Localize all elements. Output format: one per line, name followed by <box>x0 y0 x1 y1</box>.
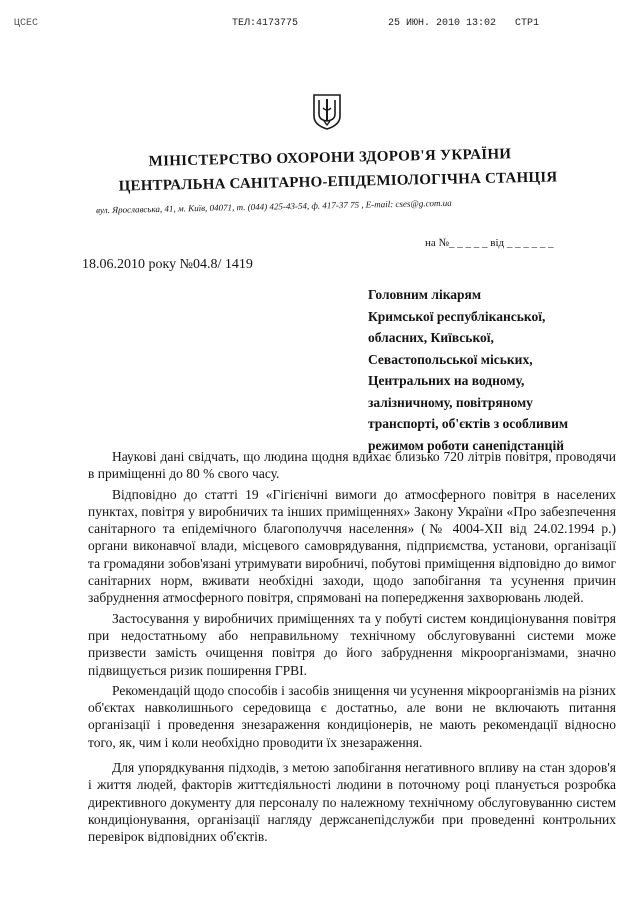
recipient-line: режимом роботи санепідстанцій <box>368 437 564 453</box>
recipient-line: Севастопольської міських, <box>368 351 533 367</box>
body-paragraph: Наукові дані свідчать, що людина щодня вдихає близько 720 літрів повітря, проводячи в приміщенні до 80 % свого часу. <box>88 449 616 482</box>
recipient-block <box>368 284 618 456</box>
fax-datetime: 25 ИЮН. 2010 13:02 <box>388 18 497 29</box>
letterhead-address: вул. Ярославська, 41, м. Київ, 04071, т. (044) 425-43-54, ф. 417-37 75 , E-mail: cses@g.com.ua <box>95 197 452 216</box>
body-paragraph: Відповідно до статті 19 «Гігієнічні вимоги до атмосферного повітря в населених пунктах, повітря у виробничих та інших приміщеннях» Закону України «Про забезпечення санітарного та епідемічного благополуччя населення» (№ 4004-XII від 24.02.1994 р.) органи виконавчої влади, місцевого самоврядування, підприємства, установи, організації та громадяни зобов'язані утримувати виробничі, побутові приміщення відповідно до вимог санітарних норм, вживати необхідні заходи, щодо запобігання та усунення причин забруднення атмосферного повітря, спрямовані на попередження захворювань людей. <box>88 486 616 606</box>
fax-header <box>0 18 640 34</box>
incoming-reference: на №_ _ _ _ _ від _ _ _ _ _ _ <box>425 237 554 249</box>
recipient-line: Кримської республіканської, <box>368 308 546 324</box>
recipient-line: залізничному, повітряному <box>368 394 533 410</box>
station-title: ЦЕНТРАЛЬНА САНІТАРНО-ЕПІДЕМІОЛОГІЧНА СТАНЦІЯ <box>118 169 558 195</box>
outgoing-reference: 18.06.2010 року №04.8/ 1419 <box>82 257 253 272</box>
letter-body <box>88 448 616 849</box>
fax-sender: ЦСЕС <box>14 18 39 29</box>
ministry-title: МІНІСТЕРСТВО ОХОРОНИ ЗДОРОВ'Я УКРАЇНИ <box>148 146 512 170</box>
recipient-line: обласних, Київської, <box>368 330 494 345</box>
recipient-line: Центральних на водному, <box>368 373 525 388</box>
fax-page-number: СТР1 <box>515 18 540 29</box>
body-paragraph: Застосування у виробничих приміщеннях та у побуті систем кондиціонування повітря при недостатньому або неправильному технічному обслуговуванні системи може призвести замість очищення повітря до його забруднення мікроорганізмами, значно підвищується ризик поширення ГРВІ. <box>88 610 616 678</box>
fax-phone: ТЕЛ:4173775 <box>232 18 299 29</box>
body-paragraph: Рекомендацій щодо способів і засобів знищення чи усунення мікроорганізмів на різних об'єктах навколишнього середовища є достатньо, але вони не включають питання організації і проведення знезараження кондиціонерів, не мають рекомендації відносно того, як, чим і коли необхідно проводити їх знезараження. <box>88 682 616 750</box>
recipient-line: Головним лікарям <box>368 287 482 302</box>
tryzub-icon <box>312 92 342 130</box>
body-paragraph: Для упорядкування підходів, з метою запобігання негативного впливу на стан здоров'я і життя людей, факторів життєдіяльності людини в поточному році планується розробка директивного документу для персоналу по належному технічному обслуговуванню систем кондиціонування, організації нагляду держсанепідслужби при проведенні контрольних перевірок відповідних об'єктів. <box>88 760 616 845</box>
recipient-line: транспорті, об'єктів з особливим <box>368 416 569 431</box>
